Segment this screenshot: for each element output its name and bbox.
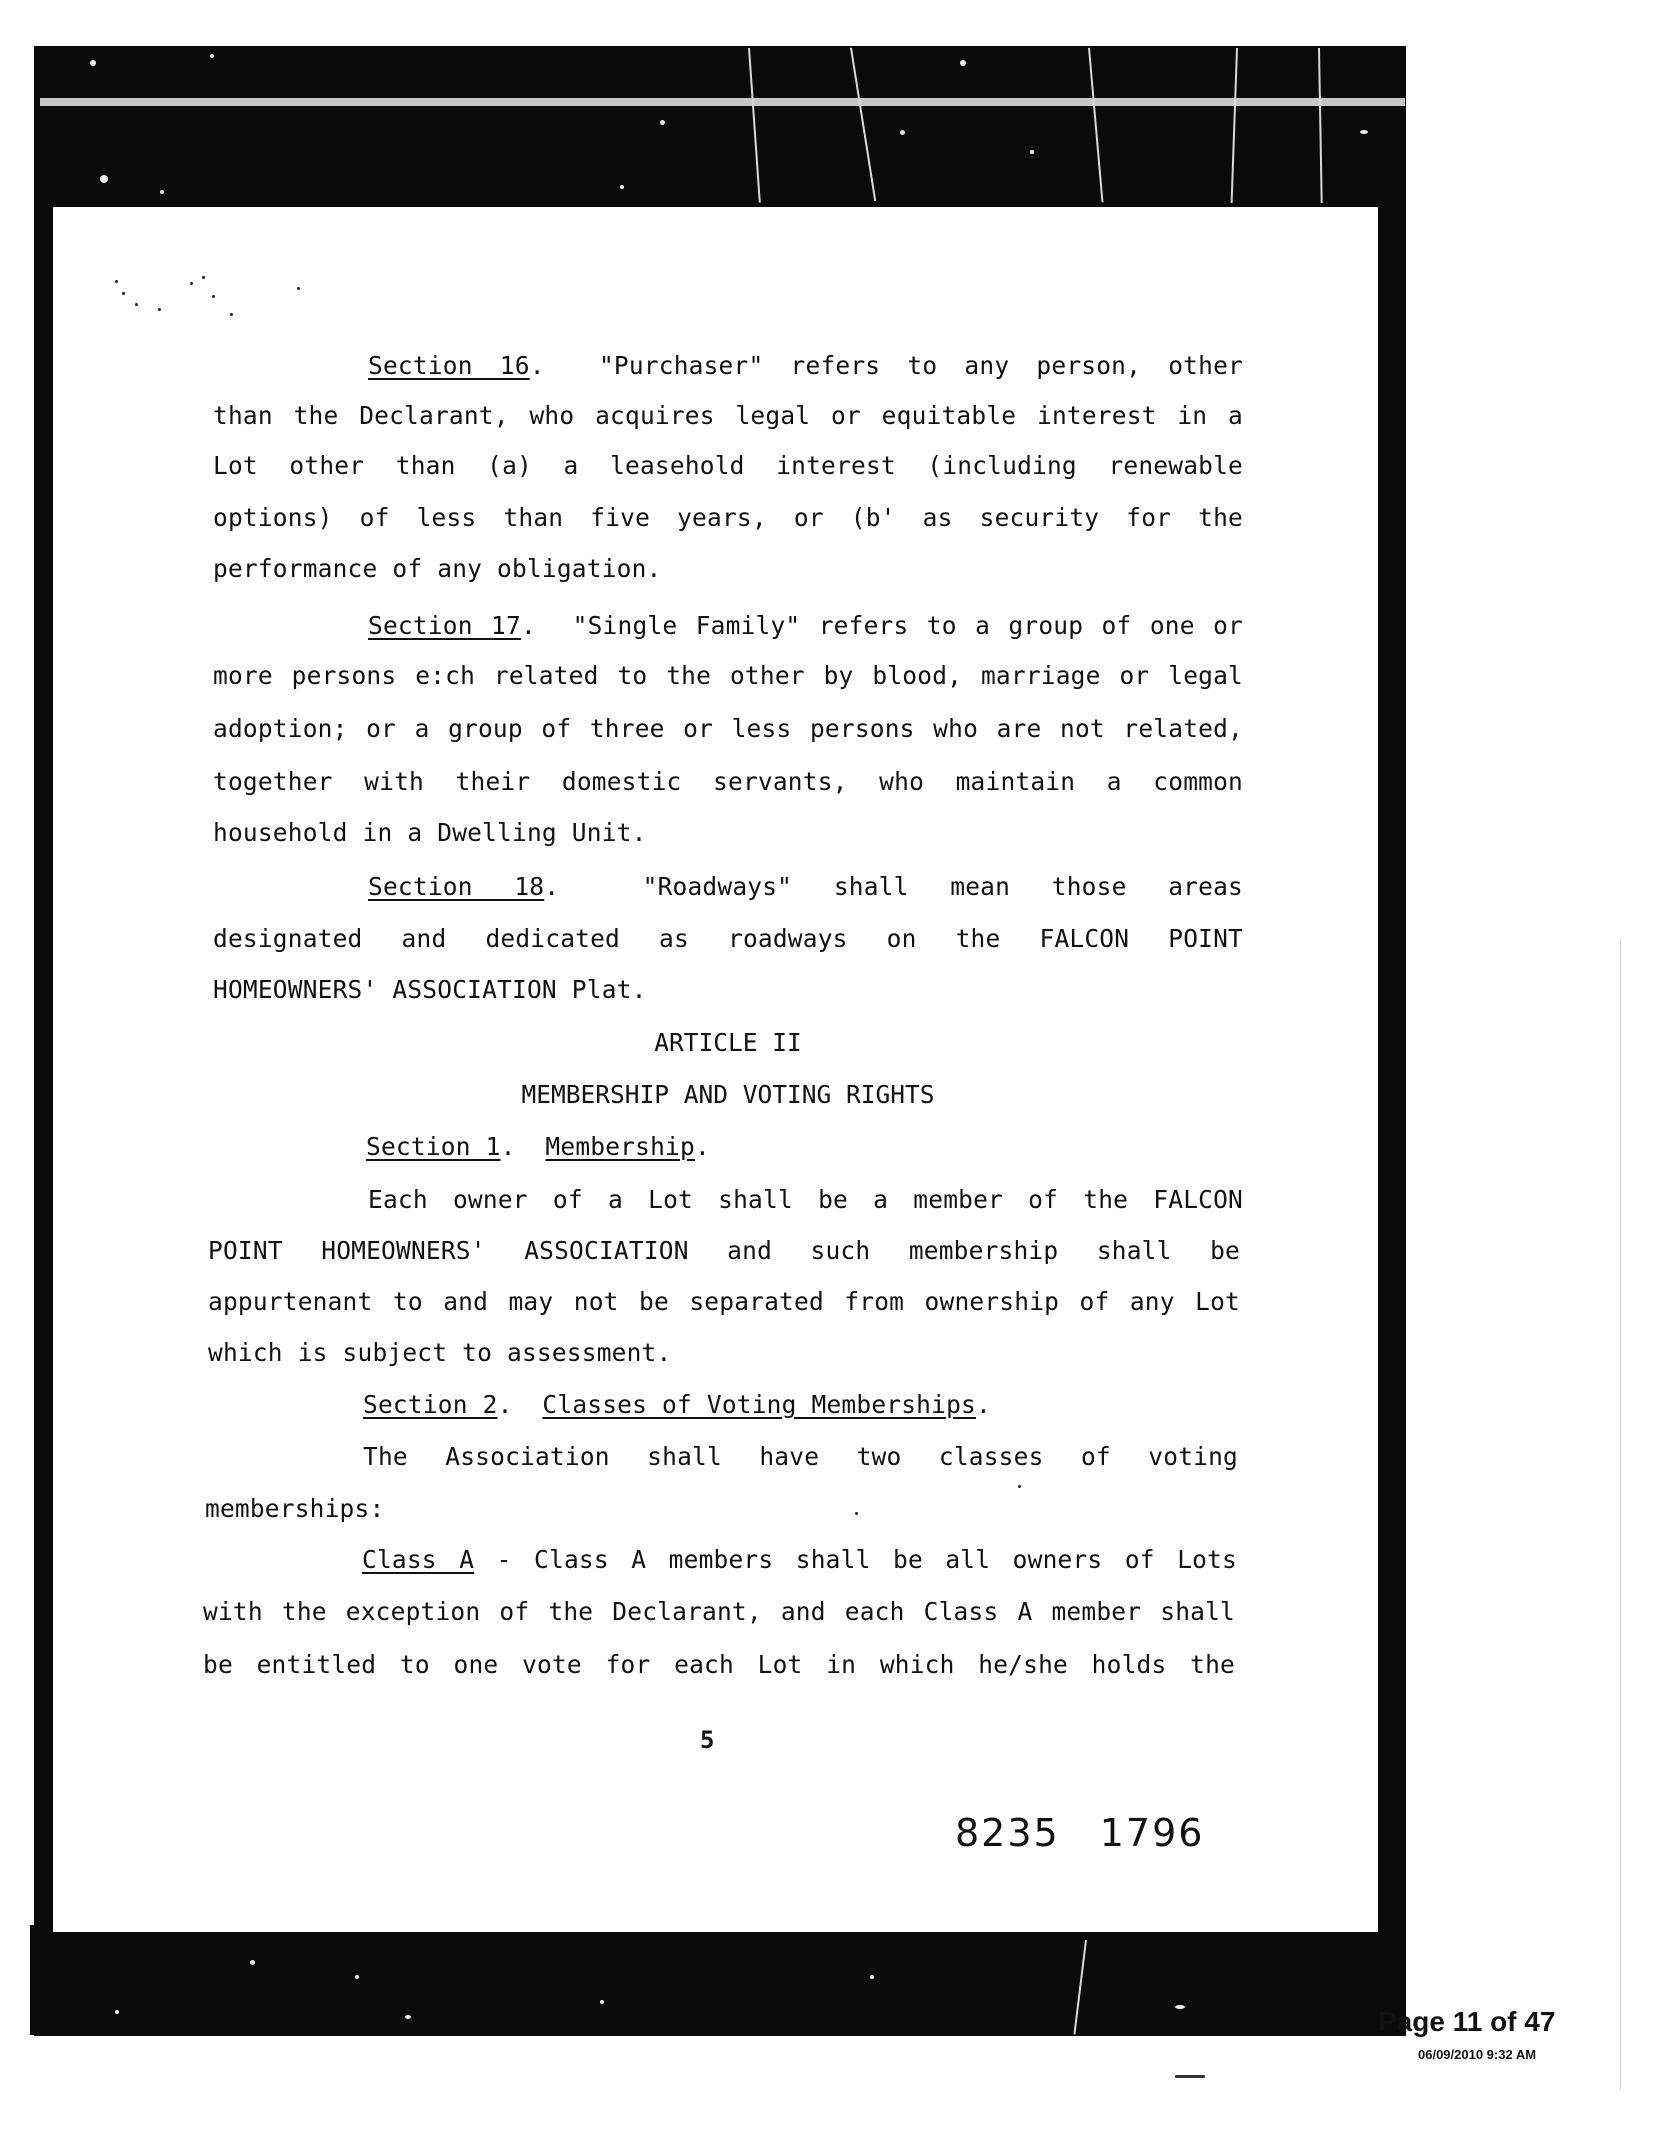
scan-speck (202, 276, 205, 279)
scan-speck (122, 292, 125, 295)
scan-speck (297, 287, 300, 290)
section-18-text: . "Roadways" shall mean those areas (544, 872, 1243, 901)
section-18-line-1 (213, 872, 1243, 902)
section-16-heading: Section 16 (368, 351, 530, 380)
scan-edge-line (1620, 940, 1621, 2090)
scan-speck (135, 303, 138, 306)
scan-speck (1018, 1485, 1021, 1488)
scan-speck (158, 308, 161, 311)
scan-speck (212, 295, 215, 298)
section-2-heading: Section 2 (363, 1390, 498, 1419)
section-16-line-1 (213, 351, 1243, 381)
text-line: Lot other than (a) a leasehold interest (including renewable (213, 451, 1243, 480)
scan-speck (660, 120, 665, 125)
section-1-title: Membership (545, 1132, 695, 1161)
scan-speck (250, 1960, 255, 1965)
text-line: adoption; or a group of three or less persons who are not related, (213, 714, 1243, 743)
section-18-heading: Section 18 (368, 872, 545, 901)
text-line: which is subject to assessment. (208, 1338, 672, 1367)
section-16-text: . "Purchaser" refers to any person, other (529, 351, 1243, 380)
page-number: 5 (700, 1726, 715, 1754)
section-17-line-1 (213, 611, 1243, 641)
text-line: POINT HOMEOWNERS' ASSOCIATION and such membership shall be (208, 1236, 1240, 1265)
section-1-heading-line: Section 1. Membership. (366, 1132, 710, 1161)
scan-speck (1175, 2075, 1205, 2078)
section-2-title: Classes of Voting Memberships (542, 1390, 976, 1419)
class-a-text: - Class A members shall be all owners of Lots (474, 1545, 1237, 1574)
text-line: than the Declarant, who acquires legal or equitable interest in a (213, 401, 1243, 430)
scan-speck (600, 2000, 604, 2004)
text-line: Each owner of a Lot shall be a member of the FALCON (368, 1185, 1243, 1214)
scan-speck (1175, 2005, 1185, 2009)
scan-speck (115, 2010, 119, 2014)
scan-speck (210, 54, 214, 58)
text-line: memberships: (205, 1494, 385, 1523)
text-line: household in a Dwelling Unit. (213, 818, 647, 847)
scan-speck (900, 130, 905, 135)
scan-speck (90, 60, 96, 66)
recording-stamp (955, 1811, 1244, 1855)
page-indicator: Page 11 of 47 (1378, 2006, 1556, 2037)
scan-speck (190, 282, 193, 285)
scan-speck (405, 2015, 411, 2019)
text-line: more persons e:ch related to the other by blood, marriage or legal (213, 661, 1243, 690)
text-line: performance of any obligation. (213, 554, 662, 583)
timestamp: 06/09/2010 9:32 AM (1418, 2047, 1537, 2062)
scan-artifact-strip (40, 98, 1405, 106)
section-1-heading: Section 1 (366, 1132, 501, 1161)
text-line: together with their domestic servants, who maintain a common (213, 767, 1243, 796)
text-line: designated and dedicated as roadways on the FALCON POINT (213, 924, 1243, 953)
scan-border-edge (30, 1925, 60, 2035)
book-number: 8235 (955, 1811, 1060, 1855)
text-line: with the exception of the Declarant, and each Class A member shall (203, 1597, 1235, 1626)
article-title: ARTICLE II (654, 1028, 802, 1057)
scan-speck (620, 185, 624, 189)
text-line: The Association shall have two classes of voting (363, 1442, 1238, 1471)
scan-speck (100, 175, 108, 183)
section-17-heading: Section 17 (368, 611, 521, 640)
scan-speck (230, 313, 233, 316)
section-2-heading-line: Section 2. Classes of Voting Memberships. (363, 1390, 991, 1419)
scan-speck (960, 60, 966, 66)
text-line: appurtenant to and may not be separated from ownership of any Lot (208, 1287, 1240, 1316)
scan-speck (160, 190, 164, 194)
page-reference: 1796 (1099, 1811, 1205, 1855)
scan-speck (115, 280, 118, 283)
scan-speck (1030, 150, 1034, 154)
scan-speck (1360, 130, 1368, 134)
class-a-line-1 (205, 1545, 1237, 1575)
text-line: options) of less than five years, or (b' as security for the (213, 503, 1243, 532)
section-17-text: . "Single Family" refers to a group of one or (520, 611, 1243, 640)
scan-speck (355, 1975, 359, 1979)
scan-speck (870, 1975, 874, 1979)
class-a-heading: Class A (362, 1545, 475, 1574)
text-line: be entitled to one vote for each Lot in which he/she holds the (203, 1650, 1235, 1679)
article-subtitle: MEMBERSHIP AND VOTING RIGHTS (521, 1080, 935, 1109)
text-line: HOMEOWNERS' ASSOCIATION Plat. (213, 975, 647, 1004)
